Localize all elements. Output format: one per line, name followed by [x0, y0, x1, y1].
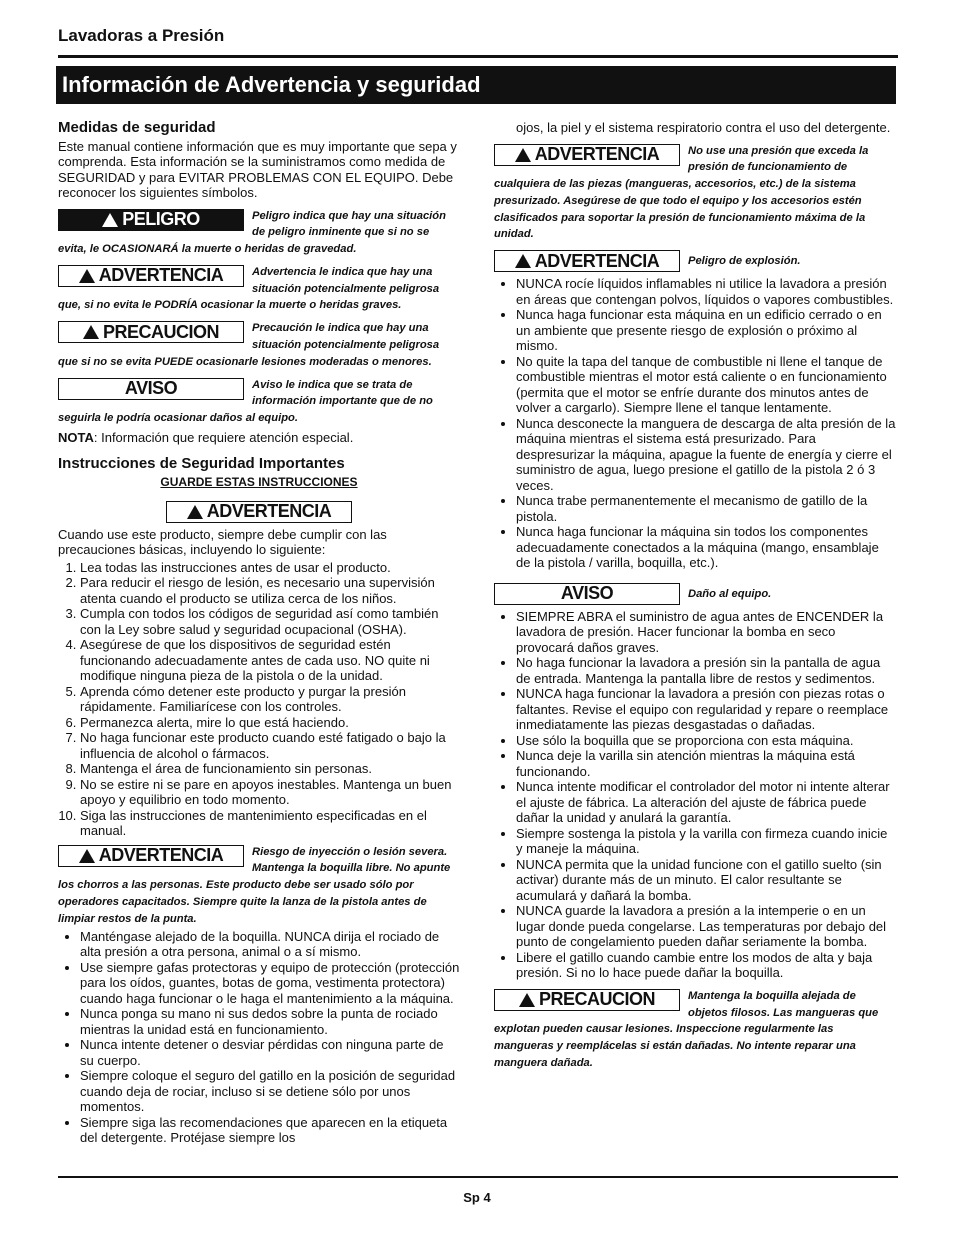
- aviso-sign: AVISO: [58, 378, 244, 400]
- warning-triangle-icon: [187, 505, 203, 519]
- left-column: [58, 120, 460, 1146]
- precaucion-text: Precaución le indica que hay una situación potencialmente peligrosa que si no se evita PUEDE ocasionarle lesiones moderadas o menores.: [58, 322, 440, 368]
- bullet-item: • Siempre sostenga la pistola y la varilla con firmeza cuando inicie y maneje la máquina.: [516, 826, 896, 857]
- precaucion-block: [58, 319, 460, 369]
- advertencia-sign-3: ADVERTENCIA: [58, 845, 244, 867]
- bullet-item: • Siempre siga las recomendaciones que aparecen en la etiqueta del detergente. Protéjase siempre los: [80, 1115, 460, 1146]
- advertencia-sign-5: ADVERTENCIA: [494, 250, 680, 272]
- bullet-item: • Nunca deje la varilla sin atención mientras la máquina está funcionando.: [516, 748, 896, 779]
- advertencia-block-4: [494, 142, 896, 243]
- warning-triangle-icon: [79, 849, 95, 863]
- right-bullet-list-1: [494, 276, 896, 571]
- bullet-item: • NUNCA rocíe líquidos inflamables ni utilice la lavadora a presión en áreas que contengan polvos, líquidos o vapores combustibles.: [516, 276, 896, 307]
- numbered-item: 8. Mantenga el área de funcionamiento sin personas.: [80, 761, 460, 777]
- numbered-item: 7. No haga funcionar este producto cuando esté fatigado o bajo la influencia de alcohol o fármacos.: [80, 730, 460, 761]
- warning-triangle-icon: [519, 993, 535, 1007]
- precaucion-sign-2: PRECAUCION: [494, 989, 680, 1011]
- warning-triangle-icon: [515, 148, 531, 162]
- medidas-text: Este manual contiene información que es muy importante que sepa y comprenda. Esta información se la suministramos como medida de SEGURIDAD y para EVITAR PROBLEMAS CON EL EQUIPO. Debe reconocer los siguientes símbolos.: [58, 138, 457, 200]
- precaucion-sign: PRECAUCION: [58, 321, 244, 343]
- aviso-text: Aviso le indica que se trata de información importante que de no seguirla le podría ocasionar daños al equipo.: [58, 378, 433, 425]
- bullet-item: • Libere el gatillo cuando cambie entre los modos de alta y baja presión. Si no lo hace puede dañar la boquilla.: [516, 950, 896, 981]
- aviso-block-2: [494, 581, 896, 607]
- bullet-item: • Use sólo la boquilla que se proporciona con esta máquina.: [516, 733, 896, 749]
- numbered-item: 5. Aprenda cómo detener este producto y purgar la presión rápidamente. Familiarícese con los controles.: [80, 684, 460, 715]
- warning-triangle-icon: [79, 269, 95, 283]
- advertencia-sign-4: ADVERTENCIA: [494, 144, 680, 166]
- bullet-item: • Manténgase alejado de la boquilla. NUNCA dirija el rociado de alta presión a otra persona, animal o a sí mismo.: [80, 929, 460, 960]
- header-title: Lavadoras a Presión: [58, 26, 225, 45]
- bullet-item: • Nunca haga funcionar la máquina sin todos los componentes adecuadamente conectados a la máquina (mango, ensamblaje de la pistola / varilla, boquilla, etc.).: [516, 524, 896, 571]
- advertencia-sign: ADVERTENCIA: [58, 265, 244, 287]
- aviso-text-2: Daño al equipo.: [688, 587, 772, 600]
- advertencia-text-5: Peligro de explosión.: [688, 255, 801, 268]
- warning-triangle-icon: [102, 213, 118, 227]
- advertencia-block-5: [494, 248, 896, 274]
- numbered-item: 2. Para reducir el riesgo de lesión, es necesario una supervisión atenta cuando el producto se utiliza cerca de los niños.: [80, 575, 460, 606]
- guarde-instrucciones: GUARDE ESTAS INSTRUCCIONES: [160, 475, 358, 490]
- bullet-item: • SIEMPRE ABRA el suministro de agua antes de ENCENDER la lavadora de presión. Hacer funcionar la bomba en seco provocará daños graves.: [516, 609, 896, 656]
- numbered-item: 6. Permanezca alerta, mire lo que está haciendo.: [80, 715, 460, 731]
- numbered-item: 4. Asegúrese de que los dispositivos de seguridad estén funcionando adecuadamente antes de cada uso. NO quite ni modifique ninguna pieza de la pistola o de la unidad.: [80, 637, 460, 684]
- numbered-list: [58, 560, 460, 839]
- section-banner: Información de Advertencia y seguridad: [56, 66, 896, 104]
- peligro-text: Peligro indica que hay una situación de peligro inminente que si no se evita, le OCASIONARÁ la muerte o heridas de gravedad.: [58, 209, 446, 256]
- bullet-item: • Nunca trabe permanentemente el mecanismo de gatillo de la pistola.: [516, 493, 896, 524]
- aviso-sign-2: AVISO: [494, 583, 680, 605]
- advertencia-text-4: No use una presión que exceda la presión de funcionamiento de cualquiera de las piezas (mangueras, accesorios, etc.) de la sistema presurizado. Asegúrese de que todo el equipo y los accesorios estén clasificados para soportar la presión de funcionamiento máxima de la unidad.: [494, 144, 869, 241]
- page-number: Sp 4: [463, 1190, 491, 1205]
- aviso-block: [58, 376, 460, 426]
- bullet-item: • NUNCA permita que la unidad funcione con el gatillo suelto (sin activar) durante más de un minuto. El calor resultante se acumulará y dañará la bomba.: [516, 857, 896, 904]
- right-column: [494, 120, 896, 1071]
- precaucion-block-2: [494, 987, 896, 1071]
- bullet-item: • Siempre coloque el seguro del gatillo en la posición de seguridad cuando deja de rociar, incluso si se detiene sólo por unos momentos.: [80, 1068, 460, 1115]
- nota-line: NOTA: Información que requiere atención especial.: [58, 430, 354, 446]
- instrucciones-heading: Instrucciones de Seguridad Importantes: [58, 454, 345, 472]
- advertencia-block-3: [58, 843, 460, 927]
- advertencia-text-3: Riesgo de inyección o lesión severa. Mantenga la boquilla libre. No apunte los chorros a las personas. Este producto debe ser usado sólo por operadores capacitados. Siempre quite la lanza de la pistola antes de limpiar restos de la punta.: [58, 845, 451, 925]
- left-bullet-list: [58, 929, 460, 1146]
- advertencia-text: Advertencia le indica que hay una situación potencialmente peligrosa que, si no evita le PODRÍA ocasionar la muerte o heridas graves.: [58, 265, 440, 312]
- bullet-item: • Nunca haga funcionar esta máquina en un edificio cerrado o en un ambiente que presente riesgo de explosión o próximo al mismo.: [516, 307, 896, 354]
- bullet-item: • NUNCA haga funcionar la lavadora a presión con piezas rotas o faltantes. Revise el equipo con regularidad y repare o reemplace inmediatamente las piezas desgastadas o dañadas.: [516, 686, 896, 733]
- numbered-item: 3. Cumpla con todos los códigos de seguridad así como también con la Ley sobre salud y seguridad ocupacional (OSHA).: [80, 606, 460, 637]
- peligro-sign: PELIGRO: [58, 209, 244, 231]
- bullet-item: • Nunca intente modificar el controlador del motor ni intente alterar el ajuste de fábrica. La alteración del ajuste de fábrica puede dañar la unidad y anulará la garantía.: [516, 779, 896, 826]
- intro-text: Cuando use este producto, siempre debe cumplir con las precauciones básicas, incluyendo lo siguiente:: [58, 526, 387, 558]
- bullet-item: • Nunca intente detener o desviar pérdidas con ninguna parte de su cuerpo.: [80, 1037, 460, 1068]
- header-rule: [58, 55, 898, 58]
- warning-triangle-icon: [83, 325, 99, 339]
- bullet-item: • Use siempre gafas protectoras y equipo de protección (protección para los oídos, guantes, botas de goma, vestimenta protectora) cuando haga funcionar o le haga el mantenimiento a la máquina.: [80, 960, 460, 1007]
- numbered-item: 10. Siga las instrucciones de mantenimiento especificadas en el manual.: [80, 808, 460, 839]
- right-bullet-list-2: [494, 609, 896, 981]
- advertencia-sign-2: ADVERTENCIA: [166, 501, 352, 523]
- footer-rule: [58, 1176, 898, 1178]
- numbered-item: 9. No se estire ni se pare en apoyos inestables. Mantenga un buen apoyo y equilibrio en todo momento.: [80, 777, 460, 808]
- bullet-item: • Nunca ponga su mano ni sus dedos sobre la punta de rociado mientras la unidad está en funcionamiento.: [80, 1006, 460, 1037]
- medidas-heading: Medidas de seguridad: [58, 119, 216, 136]
- precaucion-text-2: Mantenga la boquilla alejada de objetos filosos. Las mangueras que explotan pueden causar lesiones. Inspeccione regularmente las mangueras y reemplácelas si están dañadas. No intente reparar una manguera dañada.: [494, 989, 879, 1069]
- warning-triangle-icon: [515, 254, 531, 268]
- bullet-item: • NUNCA guarde la lavadora a presión a la intemperie o en un lugar donde pueda congelarse. Las temperaturas por debajo del punto de congelamiento pueden dañar seriamente la bomba.: [516, 903, 896, 950]
- bullet-item: • No haga funcionar la lavadora a presión sin la pantalla de agua de entrada. Mantenga la pantalla libre de restos y sedimentos.: [516, 655, 896, 686]
- advertencia-block: [58, 263, 460, 313]
- peligro-block: [58, 207, 460, 257]
- bullet-item: • Nunca desconecte la manguera de descarga de alta presión de la máquina mientras el sistema está presurizado. Para despresurizar la máquina, apague la fuente de energía y cierre el suministro de agua, luego presione el gatillo de la pistola 2 ó 3 veces.: [516, 416, 896, 494]
- continuation-text: ojos, la piel y el sistema respiratorio contra el uso del detergente.: [516, 120, 891, 135]
- bullet-item: • No quite la tapa del tanque de combustible ni llene el tanque de combustible mientras el motor está caliente o en funcionamiento (permita que el motor se enfríe durante dos minutos antes de volver a cargarlo). Siempre llene el tanque lentamente.: [516, 354, 896, 416]
- numbered-item: 1. Lea todas las instrucciones antes de usar el producto.: [80, 560, 460, 576]
